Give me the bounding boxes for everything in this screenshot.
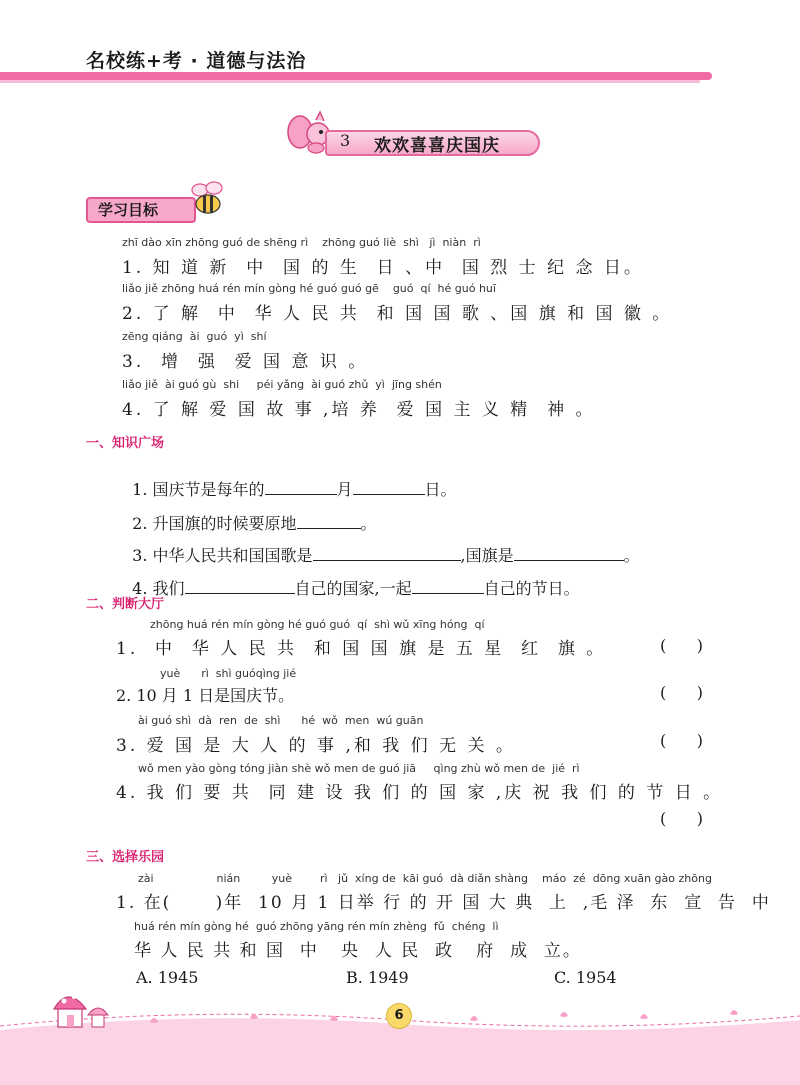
fill-question-3-part-a: 3. 中华人民共和国国歌是: [132, 546, 313, 565]
mushroom-house-icon: [46, 985, 116, 1035]
judge-3-pinyin: ài guó shì dà ren de shì hé wǒ men wú guān: [138, 714, 424, 727]
objective-4-text: 4. 了 解 爱 国 故 事 ,培 养 爱 国 主 义 精 神 。: [122, 400, 596, 420]
fill-question-1-part-a: 1. 国庆节是每年的: [132, 480, 265, 499]
objective-2-text: 2. 了 解 中 华 人 民 共 和 国 国 歌 、国 旗 和 国 徽 。: [122, 304, 673, 324]
header-bar-shadow: [0, 80, 700, 83]
objective-4-pinyin: liǎo jiě ài guó gù shi péi yǎng ài guó zhǔ yì jīng shén: [122, 378, 442, 391]
section-1-title: 一、知识广场: [86, 436, 165, 451]
page-number: 6: [386, 1003, 412, 1029]
choice-option-c[interactable]: C. 1954: [554, 968, 617, 987]
fill-question-4-part-b: 自己的国家,一起: [294, 579, 412, 598]
fill-question-3-part-b: ,国旗是: [460, 546, 514, 565]
judge-1-answer[interactable]: ( ): [660, 636, 703, 655]
judge-1-pinyin: zhōng huá rén mín gòng hé guó guó qí shì wǔ xīng hóng qí: [150, 618, 485, 631]
fill-question-1-part-b: 月: [336, 480, 353, 499]
lesson-title: 欢欢喜喜庆国庆: [374, 136, 500, 156]
choice-1-pinyin-1: zài nián yuè rì jǔ xíng de kāi guó dà diǎn shàng máo zé dōng xuān gào zhōng: [138, 872, 712, 885]
judge-1-text: 1. 中 华 人 民 共 和 国 国 旗 是 五 星 红 旗 。: [116, 639, 607, 659]
fill-question-2-part-a: 2. 升国旗的时候要原地: [132, 514, 297, 533]
section-3-title: 三、选择乐园: [86, 850, 165, 865]
fill-question-2-part-b: 。: [360, 514, 377, 533]
choice-option-b[interactable]: B. 1949: [346, 968, 409, 987]
judge-3-answer[interactable]: ( ): [660, 731, 703, 750]
judge-2-text: 2. 10 月 1 日是国庆节。: [116, 686, 295, 705]
judge-2-answer[interactable]: ( ): [660, 683, 703, 702]
fill-question-4: [122, 557, 580, 599]
judge-4-answer[interactable]: ( ): [660, 809, 703, 828]
choice-1-text-2: 华 人 民 共 和 国 中 央 人 民 政 府 成 立。: [134, 941, 582, 961]
objectives-badge: 学习目标: [86, 197, 196, 223]
fill-question-4-part-a: 4. 我们: [132, 579, 185, 598]
fill-question-4-part-c: 自己的节日。: [483, 579, 580, 598]
lesson-number: 3: [340, 131, 351, 150]
judge-4-text: 4. 我 们 要 共 同 建 设 我 们 的 国 家 ,庆 祝 我 们 的 节 日 。: [116, 783, 724, 803]
choice-option-a[interactable]: A. 1945: [136, 968, 199, 987]
fill-blank[interactable]: [185, 578, 295, 594]
objective-1-text: 1. 知 道 新 中 国 的 生 日 、中 国 烈 士 纪 念 日。: [122, 258, 644, 278]
judge-4-pinyin: wǒ men yào gòng tóng jiàn shè wǒ men de guó jiā qìng zhù wǒ men de jié rì: [138, 762, 580, 775]
header-title: 名校练+考 · 道德与法治: [86, 50, 307, 72]
judge-2-pinyin: yuè rì shì guóqìng jié: [160, 667, 297, 680]
objective-1-pinyin: zhī dào xīn zhōng guó de shēng rì zhōng guó liè shì jì niàn rì: [122, 236, 481, 249]
judge-3-text: 3. 爱 国 是 大 人 的 事 ,和 我 们 无 关 。: [116, 736, 516, 756]
fill-blank[interactable]: [412, 578, 484, 594]
objective-3-text: 3. 增 强 爱 国 意 识 。: [122, 352, 369, 372]
section-2-title: 二、判断大厅: [86, 597, 165, 612]
choice-1-pinyin-2: huá rén mín gòng hé guó zhōng yāng rén mín zhèng fǔ chéng lì: [134, 920, 499, 933]
fill-question-1-part-c: 日。: [424, 480, 457, 499]
choice-1-text-1: 1. 在( )年 10 月 1 日举 行 的 开 国 大 典 上 ,毛 泽 东 宣 告 中: [116, 893, 771, 913]
objective-2-pinyin: liǎo jiě zhōng huá rén mín gòng hé guó guó gē guó qí hé guó huī: [122, 282, 496, 295]
objective-3-pinyin: zēng qiáng ài guó yì shí: [122, 330, 267, 343]
header-bar: [0, 72, 712, 80]
fill-question-3-part-c: 。: [623, 546, 640, 565]
bee-icon: [186, 178, 228, 218]
